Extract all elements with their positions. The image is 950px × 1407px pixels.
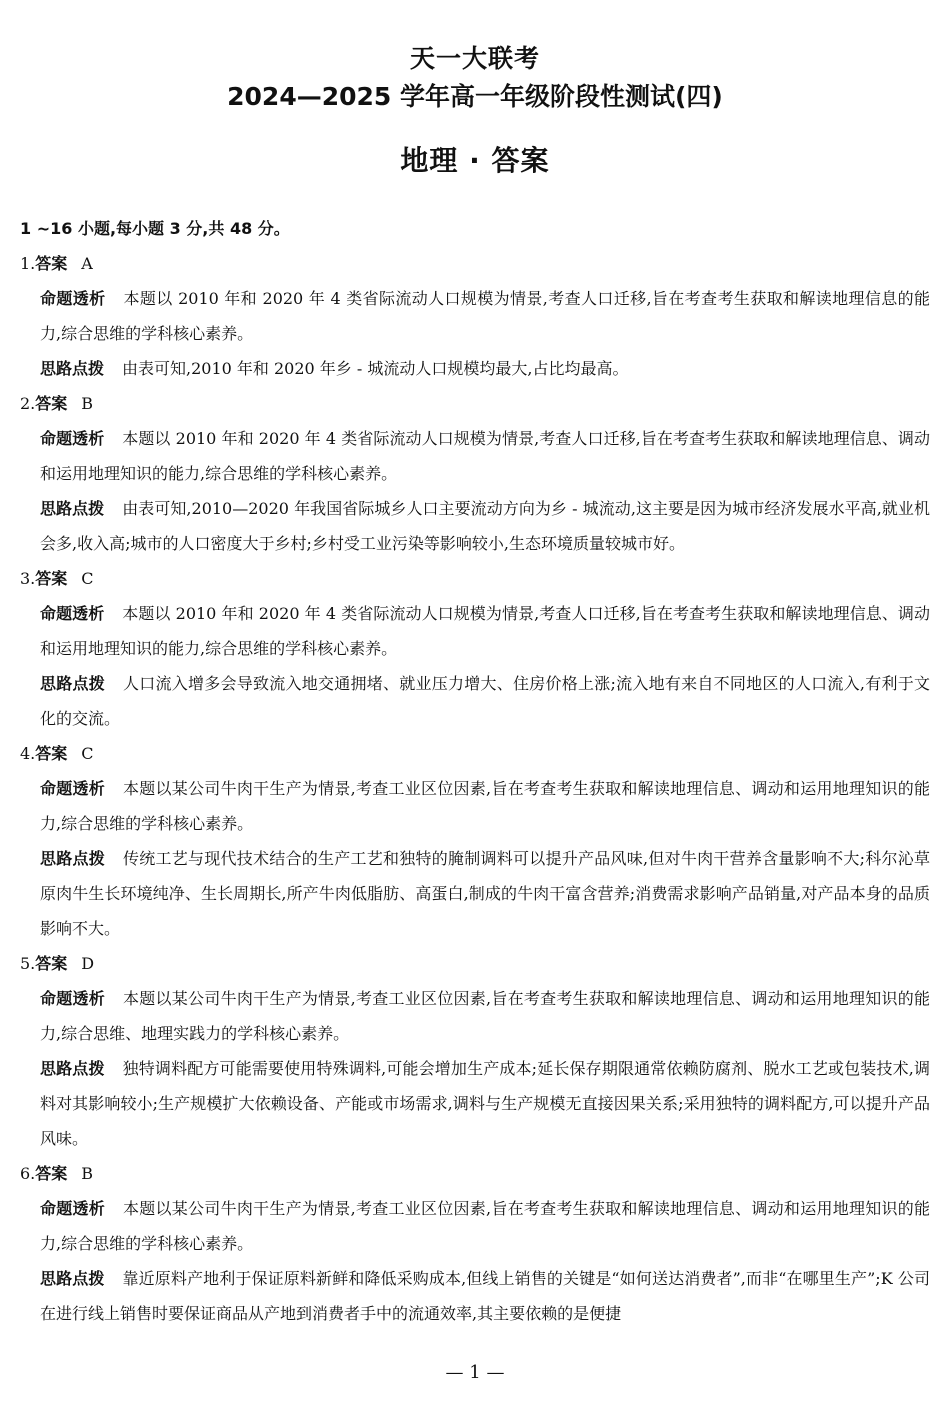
answer-value: C (81, 744, 94, 763)
analysis-label: 命题透析 (40, 989, 106, 1008)
hint-label: 思路点拨 (40, 359, 105, 378)
answer-label: 答案 (35, 394, 68, 413)
page-number: — 1 — (445, 1362, 505, 1383)
question-3 (20, 561, 930, 736)
question-1 (20, 246, 930, 386)
question-number: 6. (20, 1164, 36, 1183)
answer-label: 答案 (35, 954, 68, 973)
hint-paragraph (20, 491, 930, 561)
analysis-text: 本题以某公司牛肉干生产为情景,考查工业区位因素,旨在考查考生获取和解读地理信息、调动和运用地理知识的能力,综合思维的学科核心素养。 (40, 1199, 930, 1253)
analysis-paragraph (20, 281, 930, 351)
answer-label: 答案 (35, 569, 68, 588)
organization-title: 天一大联考 (409, 44, 540, 73)
hint-text: 人口流入增多会导致流入地交通拥堵、就业压力增大、住房价格上涨;流入地有来自不同地区的人口流入,有利于文化的交流。 (40, 674, 930, 728)
question-number: 3. (20, 569, 36, 588)
hint-text: 由表可知,2010 年和 2020 年乡 - 城流动人口规模均最大,占比均最高。 (122, 359, 629, 378)
question-5 (20, 946, 930, 1156)
question-2 (20, 386, 930, 561)
hint-label: 思路点拨 (40, 1269, 105, 1288)
question-header (20, 946, 930, 981)
answer-label: 答案 (35, 1164, 68, 1183)
subject-title: 地理 · 答案 (400, 144, 550, 177)
analysis-paragraph (20, 421, 930, 491)
answer-value: D (81, 954, 95, 973)
question-6 (20, 1156, 930, 1331)
analysis-paragraph (20, 596, 930, 666)
hint-paragraph (20, 1051, 930, 1156)
analysis-text: 本题以某公司牛肉干生产为情景,考查工业区位因素,旨在考查考生获取和解读地理信息、调动和运用地理知识的能力,综合思维的学科核心素养。 (40, 779, 930, 833)
hint-label: 思路点拨 (40, 499, 105, 518)
hint-text: 靠近原料产地利于保证原料新鲜和降低采购成本,但线上销售的关键是“如何送达消费者”,而非“在哪里生产”;K 公司在进行线上销售时要保证商品从产地到消费者手中的流通效率,其主要依赖的是便捷 (40, 1269, 930, 1323)
hint-text: 由表可知,2010—2020 年我国省际城乡人口主要流动方向为乡 - 城流动,这主要是因为城市经济发展水平高,就业机会多,收入高;城市的人口密度大于乡村;乡村受工业污染等影响较小,生态环境质量较城市好。 (40, 499, 930, 553)
analysis-text: 本题以 2010 年和 2020 年 4 类省际流动人口规模为情景,考查人口迁移,旨在考查考生获取和解读地理信息、调动和运用地理知识的能力,综合思维的学科核心素养。 (40, 604, 930, 658)
analysis-paragraph (20, 1191, 930, 1261)
analysis-text: 本题以 2010 年和 2020 年 4 类省际流动人口规模为情景,考查人口迁移,旨在考查考生获取和解读地理信息、调动和运用地理知识的能力,综合思维的学科核心素养。 (40, 429, 930, 483)
hint-text: 传统工艺与现代技术结合的生产工艺和独特的腌制调料可以提升产品风味,但对牛肉干营养含量影响不大;科尔沁草原肉牛生长环境纯净、生长周期长,所产牛肉低脂肪、高蛋白,制成的牛肉干富含营养;消费需求影响产品销量,对产品本身的品质影响不大。 (40, 849, 930, 938)
hint-label: 思路点拨 (40, 849, 106, 868)
question-number: 4. (20, 744, 36, 763)
question-4 (20, 736, 930, 946)
analysis-label: 命题透析 (40, 1199, 106, 1218)
question-header (20, 561, 930, 596)
analysis-text: 本题以某公司牛肉干生产为情景,考查工业区位因素,旨在考查考生获取和解读地理信息、调动和运用地理知识的能力,综合思维、地理实践力的学科核心素养。 (40, 989, 930, 1043)
question-header (20, 246, 930, 281)
question-header (20, 736, 930, 771)
question-number: 2. (20, 394, 36, 413)
hint-text: 独特调料配方可能需要使用特殊调料,可能会增加生产成本;延长保存期限通常依赖防腐剂、脱水工艺或包装技术,调料对其影响较小;生产规模扩大依赖设备、产能或市场需求,调料与生产规模无直接因果关系;采用独特的调料配方,可以提升产品风味。 (40, 1059, 930, 1148)
hint-paragraph (20, 841, 930, 946)
analysis-label: 命题透析 (40, 779, 106, 798)
answer-value: C (81, 569, 94, 588)
answer-label: 答案 (35, 744, 68, 763)
section-intro: 1 ~16 小题,每小题 3 分,共 48 分。 (20, 219, 290, 238)
answer-content (20, 211, 930, 1331)
exam-title: 2024—2025 学年高一年级阶段性测试(四) (227, 82, 723, 111)
hint-paragraph (20, 666, 930, 736)
analysis-label: 命题透析 (40, 289, 106, 308)
hint-label: 思路点拨 (40, 1059, 105, 1078)
hint-paragraph (20, 1261, 930, 1331)
analysis-label: 命题透析 (40, 429, 105, 448)
hint-label: 思路点拨 (40, 674, 106, 693)
question-header (20, 386, 930, 421)
question-number: 1. (20, 254, 36, 273)
question-header (20, 1156, 930, 1191)
answer-value: B (81, 1164, 94, 1183)
hint-paragraph (20, 351, 930, 386)
analysis-paragraph (20, 981, 930, 1051)
question-number: 5. (20, 954, 36, 973)
analysis-paragraph (20, 771, 930, 841)
analysis-text: 本题以 2010 年和 2020 年 4 类省际流动人口规模为情景,考查人口迁移,旨在考查考生获取和解读地理信息的能力,综合思维的学科核心素养。 (40, 289, 930, 343)
answer-label: 答案 (35, 254, 68, 273)
answer-value: A (81, 254, 93, 273)
answer-value: B (81, 394, 94, 413)
analysis-label: 命题透析 (40, 604, 105, 623)
